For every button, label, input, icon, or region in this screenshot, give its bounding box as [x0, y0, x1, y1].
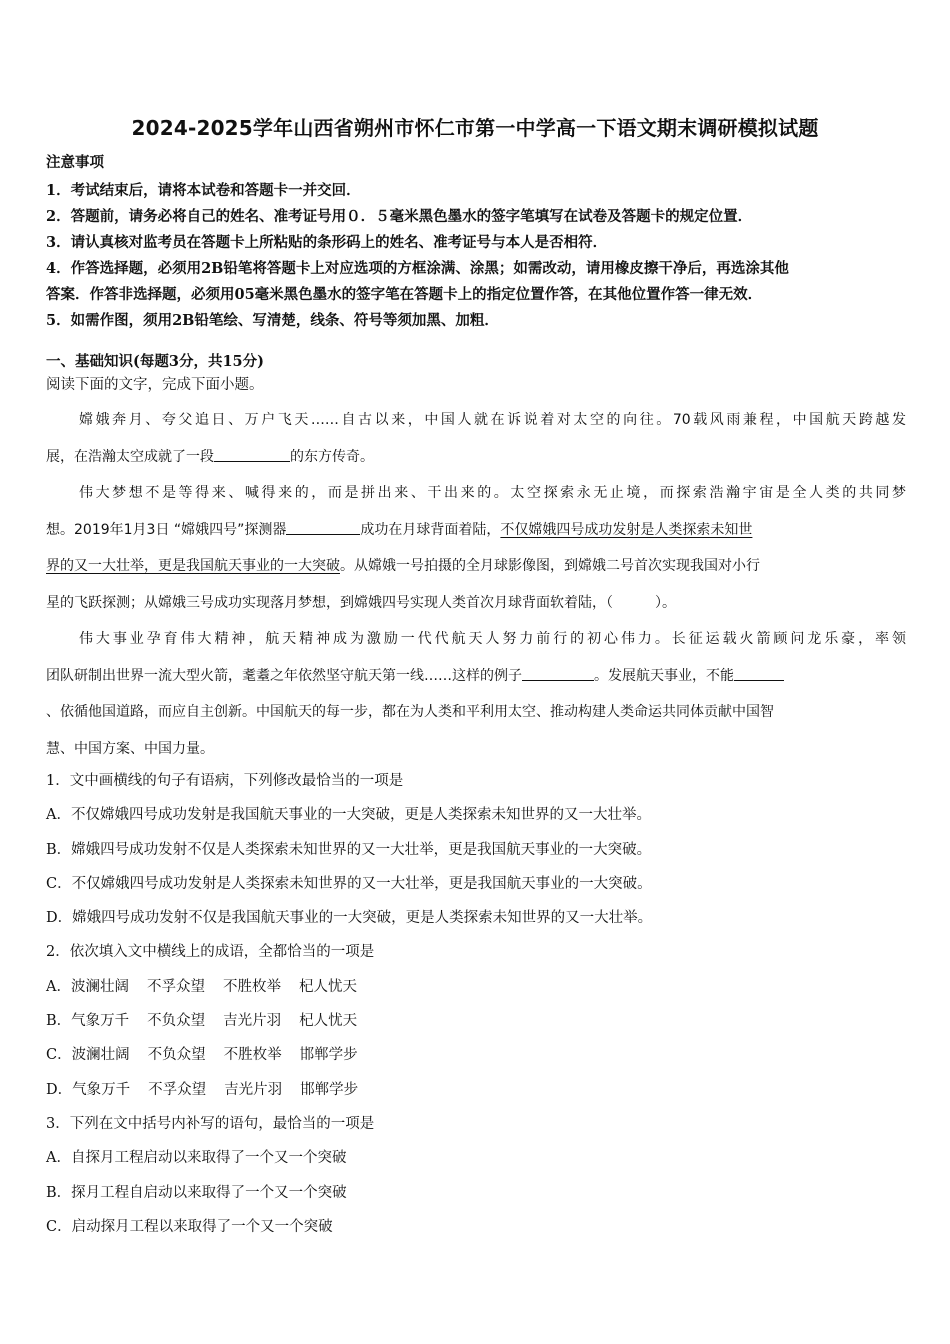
passage-line: 慧、中国方案、中国力量。 [46, 740, 214, 757]
passage-line: 伟大事业孕育伟大精神，航天精神成为激励一代代航天人努力前行的初心伟力。长征运载火箭顾问龙乐豪，率领 [79, 631, 906, 647]
section-heading: 一、基础知识(每题3分，共15分) [46, 353, 264, 370]
passage-line: 界的又一大壮举，更是我国航天事业的一大突破。从嫦娥一号拍摄的全月球影像图，到嫦娥二号首次实现我国对小行 [46, 558, 760, 574]
answer-option: B．探月工程自启动以来取得了一个又一个突破 [46, 1184, 347, 1201]
exam-title: 2024-2025学年山西省朔州市怀仁市第一中学高一下语文期末调研模拟试题 [131, 116, 819, 140]
answer-option: B．嫦娥四号成功发射不仅是人类探索未知世界的又一大壮举，更是我国航天事业的一大突破。 [46, 841, 652, 858]
section-header [46, 352, 906, 398]
answer-option: D．气象万千 不孚众望 吉光片羽 邯郸学步 [46, 1081, 359, 1098]
question-list [46, 764, 906, 1244]
answer-option: D．嫦娥四号成功发射不仅是我国航天事业的一大突破，更是人类探索未知世界的又一大壮举。 [46, 910, 653, 927]
notice-item: 3．请认真核对监考员在答题卡上所粘贴的条形码上的姓名、准考证号与本人是否相符． [46, 234, 608, 251]
passage-line: 、依循他国道路，而应自主创新。中国航天的每一步，都在为人类和平利用太空、推动构建人类命运共同体贡献中国智 [46, 704, 774, 720]
notice-item: 2．答题前，请务必将自己的姓名、准考证号用０．５毫米黑色墨水的签字笔填写在试卷及答题卡的规定位置． [46, 208, 753, 225]
passage-line: 伟大梦想不是等得来、喊得来的，而是拼出来、干出来的。太空探索永无止境，而探索浩瀚宇宙是全人类的共同梦 [79, 485, 906, 501]
underlined-sentence: 界的又一大壮举，更是我国航天事业的一大突破 [46, 558, 340, 574]
answer-option: C．波澜壮阔 不负众望 不胜枚举 邯郸学步 [46, 1047, 358, 1064]
passage-line: 展，在浩瀚太空成就了一段 的东方传奇。 [46, 439, 906, 476]
fill-blank [286, 518, 360, 535]
answer-option: A．不仅嫦娥四号成功发射是我国航天事业的一大突破，更是人类探索未知世界的又一大壮举。 [46, 807, 651, 824]
fill-blank [734, 664, 784, 681]
notice-heading: 注意事项 [46, 154, 104, 171]
fill-blank [522, 664, 594, 681]
answer-option: A．波澜壮阔 不孚众望 不胜枚举 杞人忧天 [46, 978, 357, 995]
answer-option: A．自探月工程启动以来取得了一个又一个突破 [46, 1150, 347, 1167]
question-stem: 1．文中画横线的句子有语病，下列修改最恰当的一项是 [46, 773, 404, 789]
underlined-sentence: 不仅嫦娥四号成功发射是人类探索未知世 [500, 521, 753, 538]
passage-line: 嫦娥奔月、夸父追日、万户飞天……自古以来，中国人就在诉说着对太空的向往。70载风雨兼程，中国航天跨越发 [79, 412, 906, 428]
passage-line: 星的飞跃探测；从嫦娥三号成功实现落月梦想，到嫦娥四号实现人类首次月球背面软着陆，（ ）。 [46, 594, 676, 611]
fill-blank [214, 445, 290, 462]
passage-line: 想。2019年1月3日 “嫦娥四号”探测器 成功在月球背面着陆，不仅嫦娥四号成功发射是人类探索未知世 [46, 512, 906, 549]
answer-option: C．启动探月工程以来取得了一个又一个突破 [46, 1218, 333, 1235]
reading-passage [46, 402, 906, 767]
passage-line: 团队研制出世界一流大型火箭，耄耋之年依然坚守航天第一线……这样的例子 。发展航天事业，不能 [46, 658, 906, 695]
notice-block [46, 152, 916, 334]
section-intro: 阅读下面的文字，完成下面小题。 [46, 377, 264, 393]
answer-option: B．气象万千 不负众望 吉光片羽 杞人忧天 [46, 1013, 358, 1030]
question-stem: 3．下列在文中括号内补写的语句，最恰当的一项是 [46, 1115, 375, 1132]
notice-item: 4．作答选择题，必须用2B铅笔将答题卡上对应选项的方框涂满、涂黑；如需改动，请用橡皮擦干净后，再选涂其他 [46, 260, 789, 277]
question-stem: 2．依次填入文中横线上的成语，全都恰当的一项是 [46, 944, 375, 961]
notice-item: 1．考试结束后，请将本试卷和答题卡一并交回． [46, 182, 361, 199]
answer-option: C．不仅嫦娥四号成功发射是人类探索未知世界的又一大壮举，更是我国航天事业的一大突破。 [46, 875, 652, 892]
notice-item: 5．如需作图，须用2B铅笔绘、写清楚，线条、符号等须加黑、加粗． [46, 312, 499, 329]
notice-item: 答案．作答非选择题，必须用05毫米黑色墨水的签字笔在答题卡上的指定位置作答，在其他位置作答一律无效． [46, 286, 763, 303]
